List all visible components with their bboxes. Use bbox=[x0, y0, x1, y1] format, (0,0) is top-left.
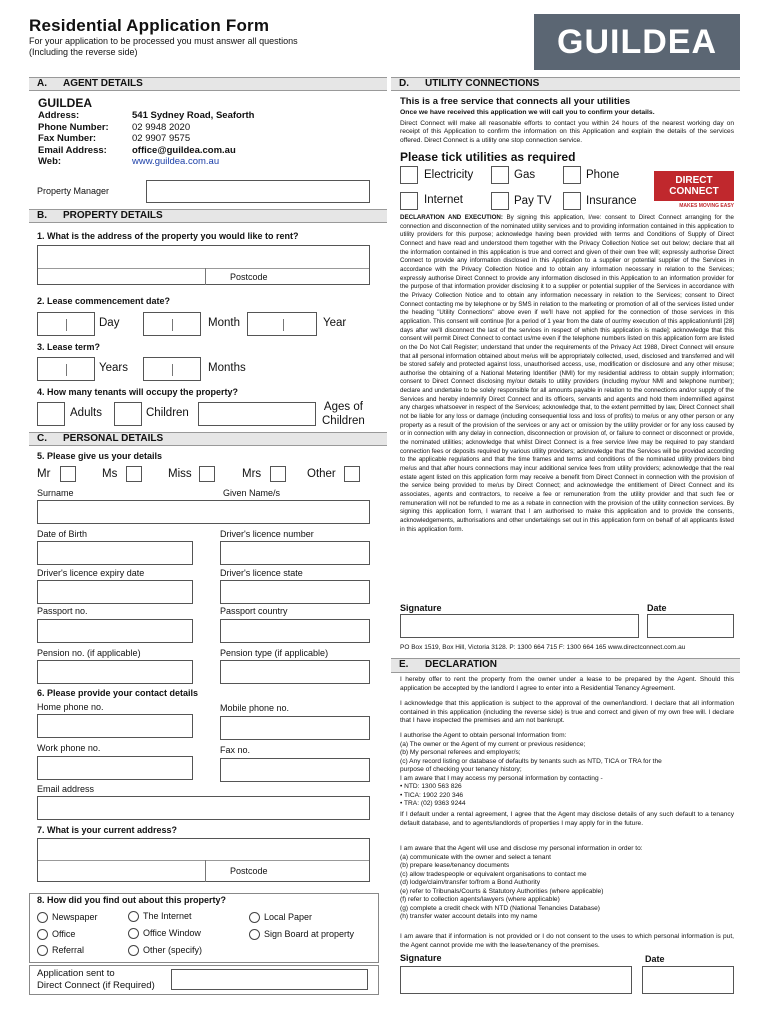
section-a-title: AGENT DETAILS bbox=[63, 78, 143, 89]
source-internet-label: The Internet bbox=[143, 911, 192, 921]
agent-label-fax: Fax Number: bbox=[38, 133, 97, 144]
agent-address: 541 Sydney Road, Seaforth bbox=[132, 110, 255, 121]
gas-label: Gas bbox=[514, 169, 536, 181]
licence-number-label: Driver's licence number bbox=[220, 529, 314, 539]
electricity-checkbox[interactable] bbox=[400, 166, 418, 184]
p5-line: (g) complete a credit check with NTD (National Tenancies Database) bbox=[400, 904, 600, 912]
section-c-title: PERSONAL DETAILS bbox=[63, 433, 164, 444]
title-miss-label: Miss bbox=[168, 468, 192, 480]
q3-label: 3. Lease term? bbox=[37, 342, 101, 352]
property-address-field[interactable] bbox=[37, 245, 370, 285]
licence-state-field[interactable] bbox=[220, 580, 370, 604]
title-miss-checkbox[interactable] bbox=[199, 466, 215, 482]
children-count-field[interactable] bbox=[114, 402, 142, 426]
pension-no-field[interactable] bbox=[37, 660, 193, 684]
email-field[interactable] bbox=[37, 796, 370, 820]
fax-label: Fax no. bbox=[220, 745, 251, 755]
source-local-paper-label: Local Paper bbox=[264, 912, 313, 922]
p3-line: I am aware that I may access my personal information by contacting - bbox=[400, 774, 603, 782]
agent-web-link[interactable]: www.guildea.com.au bbox=[132, 156, 220, 167]
lease-years-field[interactable] bbox=[37, 357, 95, 381]
postcode-divider bbox=[205, 268, 206, 285]
section-a-letter: A. bbox=[37, 78, 47, 89]
declaration-p1: I hereby offer to rent the property from the owner under a lease to be prepared by the Agent. Should this application be accepted by the landlord I agree to enter into a Residential Tenancy Agreement. bbox=[400, 676, 734, 692]
phone-checkbox[interactable] bbox=[563, 166, 581, 184]
licence-expiry-label: Driver's licence expiry date bbox=[37, 568, 145, 578]
licence-expiry-field[interactable] bbox=[37, 580, 193, 604]
licence-number-field[interactable] bbox=[220, 541, 370, 565]
title-other-checkbox[interactable] bbox=[344, 466, 360, 482]
agent-email[interactable]: office@guildea.com.au bbox=[132, 144, 236, 156]
source-other-label: Other (specify) bbox=[143, 945, 203, 955]
declaration-execution-body: By signing this application, I/we: consent to Direct Connect arranging for the connection and disconnection of the nominated utility services and to providing information contained in this application to utility providers for this purpose; acknowledge having been provided with terms and Conditions of Supply of Direct Connect and have read and understood them together with the Privacy Collection Notice set out below; declare that all the information contained in this application is true and correct and given of their own free will; expressly authorise Direct Connect to provide any information disclosed in this Application to a supplier or potential supplier of the Services in accordance with the Privacy Collection Notice and to obtain any information necessary in relation to the Services; expressly authorise Direct Connect to provide any information disclosed in this Application to an information provider for the purpose of that information provider disclosing it to a supplier or potential supplier of the Services in accordance with the Privacy Collection Notice and to obtain any information necessary in relation to the Services; consent to Direct Connect contacting me by telephone or by SMS in relation to the marketing or promotion of all of the services listed under the heading "Utility Connections" above even if we'll have not applied for the connection of those services in this application. This consent will continue [for a period of 1 year from the date of our/my execution of this application/until [28] days after we'll disconnect the last of the services in respect of which this application is made]; acknowledge that this consent will permit Direct Connect to contact us/me even if the telephone numbers listed on this application form are listed on the Do Not Call Register; understand that under the requirements of the Privacy Act 1988, Direct Connect will ensure that all personal information obtained about me/us will be appropriately collected, used, disclosed and transferred and will be stored safely and protected against loss, unauthorised access, use, modification or disclosure and any other misuse; authorise the obtaining of a National Metering Identifier (NMI) for my residential address to obtain supply information; consent to Direct Connect disclosing my/our details to utility providers (including my/our NMI and telephone number); declare and undertake to be solely responsible for all amounts payable in relation to the connections and/or supply of the Services and hereby indemnify Direct Connect and its officers, servants and agents and hold them indemnified against any charges whatsoever in respect of the Services; acknowledge that, to the extent permitted by law, Direct Connect shall not be liable for any loss or damage (including consequential loss and loss of profits) to me/us or any other person or any property as a result of the provision of the services or any act or omission by the utility provider or for any loss caused by or in connection with any delay in connection, disconnection or provision of, or failure to connect or disconnect or provide, the nominated utilities; acknowledge that whilst Direct Connect is a free service I/we may be required to pay standard connection fees or deposits required by various utility providers; acknowledge that the Services will be provided according to the applicable regulations and that the time frames and terms and conditions of the nominated utility providers bind me/us and that after hours connections may incur additional service fees from utility providers; acknowledge that the real estate agent listed on this application form may receive a benefit from Direct Connect in connection with the provision of the service being provided to me/us by Direct Connect; and acknowledge the entitlement of Direct Connect and its associates, agents and contractors, to receive a fee or remuneration from the utility provider and that such fee or remuneration will not be refunded to me as a rebate in connection with the provision of the utility connection services. By signing this application form, I warrant that I am authorised to make this application and to provide the consents, acknowledgements, authorisations and other undertakings set out in this application form on behalf of all applicants listed in this application form. bbox=[400, 214, 734, 533]
guildea-logo: GUILDEA bbox=[534, 14, 740, 70]
agent-label-email: Email Address: bbox=[38, 144, 107, 156]
utility-signature-field[interactable] bbox=[400, 614, 639, 638]
mobile-phone-field[interactable] bbox=[220, 716, 370, 740]
q7-label: 7. What is your current address? bbox=[37, 825, 178, 835]
pay-tv-label: Pay TV bbox=[514, 195, 552, 207]
tick-utilities-heading: Please tick utilities as required bbox=[400, 150, 576, 164]
source-newspaper-radio[interactable] bbox=[37, 912, 48, 923]
once-received-text: Once we have received this application we will call you to confirm your details. bbox=[400, 109, 655, 116]
declaration-date-label: Date bbox=[645, 954, 665, 964]
p5-line: (h) transfer water account details into my name bbox=[400, 913, 538, 920]
insurance-label: Insurance bbox=[586, 195, 637, 207]
q2-label: 2. Lease commencement date? bbox=[37, 296, 171, 306]
pay-tv-checkbox[interactable] bbox=[491, 192, 509, 210]
source-local-paper-radio[interactable] bbox=[249, 912, 260, 923]
home-phone-label: Home phone no. bbox=[37, 702, 104, 712]
utility-date-label: Date bbox=[647, 603, 667, 613]
property-postcode-label: Postcode bbox=[230, 272, 268, 282]
work-phone-label: Work phone no. bbox=[37, 743, 101, 753]
p3-line: • NTD: 1300 563 826 bbox=[400, 783, 462, 790]
section-d-letter: D. bbox=[399, 78, 409, 89]
dc-logo-line-2: CONNECT bbox=[669, 186, 719, 197]
title-ms-checkbox[interactable] bbox=[126, 466, 142, 482]
section-b-title: PROPERTY DETAILS bbox=[63, 210, 163, 221]
ages-label-line-1: Ages of bbox=[323, 401, 363, 413]
source-sign-board-label: Sign Board at property bbox=[264, 929, 355, 939]
electricity-label: Electricity bbox=[424, 169, 474, 181]
agent-values bbox=[132, 110, 254, 168]
q6-label: 6. Please provide your contact details bbox=[37, 688, 199, 698]
declaration-signature-field[interactable] bbox=[400, 966, 632, 994]
subtitle-line-1: For your application to be processed you must answer all questions bbox=[29, 36, 298, 46]
source-newspaper-label: Newspaper bbox=[52, 912, 98, 922]
source-office-radio[interactable] bbox=[37, 929, 48, 940]
utility-intro-text: Direct Connect will make all reasonable efforts to contact you within 24 hours of the nearest working day on receipt of this Application to confirm the information on this Application and explain the details of the services offered. Direct Connect is a utility one stop connection service. bbox=[400, 120, 734, 144]
application-sent-label bbox=[37, 968, 155, 992]
agent-name: GUILDEA bbox=[38, 96, 92, 110]
lease-day-field[interactable] bbox=[37, 312, 95, 336]
month-digit-divider bbox=[172, 319, 173, 331]
q5-label: 5. Please give us your details bbox=[37, 451, 163, 461]
agent-labels bbox=[38, 110, 109, 168]
agent-fax: 02 9907 9575 bbox=[132, 133, 191, 144]
mobile-phone-label: Mobile phone no. bbox=[220, 703, 290, 713]
gas-checkbox[interactable] bbox=[491, 166, 509, 184]
internet-checkbox[interactable] bbox=[400, 192, 418, 210]
title-other-label: Other bbox=[307, 468, 336, 480]
title-mr-checkbox[interactable] bbox=[60, 466, 76, 482]
declaration-signature-label: Signature bbox=[400, 953, 442, 963]
declaration-p4: If I default under a rental agreement, I agree that the Agent may disclose details of any such default to a tenancy default database, and to agents/landlords of properties I may apply for in the future. bbox=[400, 811, 734, 827]
source-other-radio[interactable] bbox=[128, 945, 139, 956]
work-phone-field[interactable] bbox=[37, 756, 193, 780]
section-c-letter: C. bbox=[37, 433, 47, 444]
agent-label-phone: Phone Number: bbox=[38, 121, 109, 133]
p3-line: (c) Any record listing or database of defaults by tenants such as NTD, TICA or TRA for the bbox=[400, 757, 662, 765]
adults-label: Adults bbox=[70, 407, 102, 419]
day-digit-divider bbox=[66, 319, 67, 331]
p5-line: I am aware that the Agent will use and disclose my personal information in order to: bbox=[400, 845, 643, 852]
address-divider bbox=[38, 268, 369, 269]
name-field[interactable] bbox=[37, 500, 370, 524]
passport-country-field[interactable] bbox=[220, 619, 370, 643]
agent-label-web: Web: bbox=[38, 156, 62, 167]
dob-label: Date of Birth bbox=[37, 529, 88, 539]
email-label: Email address bbox=[37, 784, 95, 794]
years-label: Years bbox=[99, 362, 128, 374]
internet-label: Internet bbox=[424, 194, 463, 206]
title-mrs-checkbox[interactable] bbox=[270, 466, 286, 482]
property-manager-label: Property Manager bbox=[37, 186, 110, 196]
source-office-window-label: Office Window bbox=[143, 928, 201, 938]
title-mrs-label: Mrs bbox=[242, 468, 262, 480]
q1-label: 1. What is the address of the property you would like to rent? bbox=[37, 231, 299, 241]
direct-connect-logo bbox=[654, 171, 734, 201]
section-d-title: UTILITY CONNECTIONS bbox=[425, 78, 540, 89]
p3-line: • TICA: 1902 220 346 bbox=[400, 791, 464, 799]
section-a-header bbox=[29, 77, 387, 91]
year-label: Year bbox=[323, 317, 347, 329]
p3-line: purpose of checking your tenancy history; bbox=[400, 766, 522, 773]
declaration-p3 bbox=[400, 732, 734, 809]
q8-label: 8. How did you find out about this property? bbox=[37, 895, 226, 905]
pension-no-label: Pension no. (if applicable) bbox=[37, 648, 141, 658]
year-digit-divider bbox=[283, 319, 284, 331]
pension-type-label: Pension type (if applicable) bbox=[220, 648, 329, 658]
p5-line: (b) prepare lease/tenancy documents bbox=[400, 862, 510, 869]
direct-connect-contact: PO Box 1519, Box Hill, Victoria 3128. P: 1300 664 715 F: 1300 664 165 www.directconnect.com.au bbox=[400, 644, 686, 651]
current-address-field[interactable] bbox=[37, 838, 370, 882]
source-sign-board-radio[interactable] bbox=[249, 929, 260, 940]
source-internet-radio[interactable] bbox=[128, 911, 139, 922]
utility-date-field[interactable] bbox=[647, 614, 734, 638]
dc-logo-line-1: DIRECT bbox=[675, 175, 713, 186]
p5-line: (d) lodge/claim/transfer to/from a Bond Authority bbox=[400, 879, 540, 886]
month-label: Month bbox=[208, 317, 240, 329]
declaration-execution-text bbox=[400, 214, 734, 598]
months-digit-divider bbox=[172, 364, 173, 376]
phone-label: Phone bbox=[586, 169, 620, 181]
declaration-p5 bbox=[400, 845, 734, 922]
declaration-date-field[interactable] bbox=[642, 966, 734, 994]
section-e-letter: E. bbox=[399, 659, 409, 670]
p3-line: I authorise the Agent to obtain personal Information from: bbox=[400, 732, 567, 739]
p3-line: • TRA: (02) 9363 9244 bbox=[400, 800, 466, 807]
passport-no-field[interactable] bbox=[37, 619, 193, 643]
passport-no-label: Passport no. bbox=[37, 606, 88, 616]
p5-line: (a) communicate with the owner and select a tenant bbox=[400, 853, 552, 861]
source-referral-label: Referral bbox=[52, 945, 85, 955]
p3-line: (b) My personal referees and employer/s; bbox=[400, 749, 521, 756]
lease-months-field[interactable] bbox=[143, 357, 201, 381]
passport-country-label: Passport country bbox=[220, 606, 288, 616]
property-manager-field[interactable] bbox=[146, 180, 370, 203]
declaration-p6: I am aware that if information is not provided or I do not consent to the uses to which personal information is put, the Agent cannot provide me with the lease/tenancy of the premises. bbox=[400, 933, 734, 949]
section-e-title: DECLARATION bbox=[425, 659, 498, 670]
application-sent-checkbox-field[interactable] bbox=[171, 969, 368, 990]
months-label: Months bbox=[208, 362, 246, 374]
section-d-header bbox=[391, 77, 740, 91]
years-digit-divider bbox=[66, 364, 67, 376]
p5-line: (e) refer to Tribunals/Courts & Statutory Authorities (where applicable) bbox=[400, 887, 604, 895]
sent-line-1: Application sent to bbox=[37, 968, 115, 979]
source-office-window-radio[interactable] bbox=[128, 928, 139, 939]
pension-type-field[interactable] bbox=[220, 660, 370, 684]
children-ages-field[interactable] bbox=[198, 402, 316, 426]
title-mr-label: Mr bbox=[37, 468, 51, 480]
p3-line: (a) The owner or the Agent of my current or previous residence; bbox=[400, 740, 586, 748]
insurance-checkbox[interactable] bbox=[563, 192, 581, 210]
source-referral-radio[interactable] bbox=[37, 945, 48, 956]
current-postcode-divider bbox=[205, 860, 206, 882]
free-service-text: This is a free service that connects all your utilities bbox=[400, 96, 631, 107]
section-c-header bbox=[29, 432, 387, 446]
q4-label: 4. How many tenants will occupy the property? bbox=[37, 387, 239, 397]
declaration-p2: I acknowledge that this application is subject to the approval of the owner/landlord. I declare that all information contained in this application (including the reverse side) is true and correct and given of my own free will. I declare that I have inspected the premises and am not bankrupt. bbox=[400, 700, 734, 724]
agent-label-address: Address: bbox=[38, 110, 80, 121]
licence-state-label: Driver's licence state bbox=[220, 568, 303, 578]
current-postcode-label: Postcode bbox=[230, 866, 268, 876]
day-label: Day bbox=[99, 317, 120, 329]
lease-month-field[interactable] bbox=[143, 312, 201, 336]
section-b-header bbox=[29, 209, 387, 223]
direct-connect-tagline: MAKES MOVING EASY bbox=[679, 203, 734, 209]
source-office-label: Office bbox=[52, 929, 76, 939]
title-ms-label: Ms bbox=[102, 468, 118, 480]
sent-line-2: Direct Connect (if Required) bbox=[37, 980, 155, 991]
utility-signature-label: Signature bbox=[400, 603, 442, 613]
section-b-letter: B. bbox=[37, 210, 47, 221]
section-e-header bbox=[391, 658, 740, 673]
p5-line: (c) allow tradespeople or equivalent organisations to contact me bbox=[400, 870, 587, 878]
children-label: Children bbox=[146, 407, 189, 419]
page-title: Residential Application Form bbox=[29, 16, 270, 35]
p5-line: (f) refer to collection agents/lawyers (where applicable) bbox=[400, 896, 560, 903]
ages-label-line-2: Children bbox=[322, 415, 365, 427]
ages-of-children-label bbox=[322, 400, 365, 428]
dob-field[interactable] bbox=[37, 541, 193, 565]
subtitle-line-2: (Including the reverse side) bbox=[29, 47, 138, 57]
home-phone-field[interactable] bbox=[37, 714, 193, 738]
fax-field[interactable] bbox=[220, 758, 370, 782]
page-subtitle bbox=[29, 36, 298, 58]
lease-year-field[interactable] bbox=[247, 312, 317, 336]
surname-label: Surname bbox=[37, 488, 74, 498]
declaration-execution-heading: DECLARATION AND EXECUTION: bbox=[400, 214, 503, 221]
adults-count-field[interactable] bbox=[37, 402, 65, 426]
given-name-label: Given Name/s bbox=[223, 488, 281, 498]
agent-phone: 02 9948 2020 bbox=[132, 121, 191, 133]
current-address-divider bbox=[38, 860, 369, 861]
